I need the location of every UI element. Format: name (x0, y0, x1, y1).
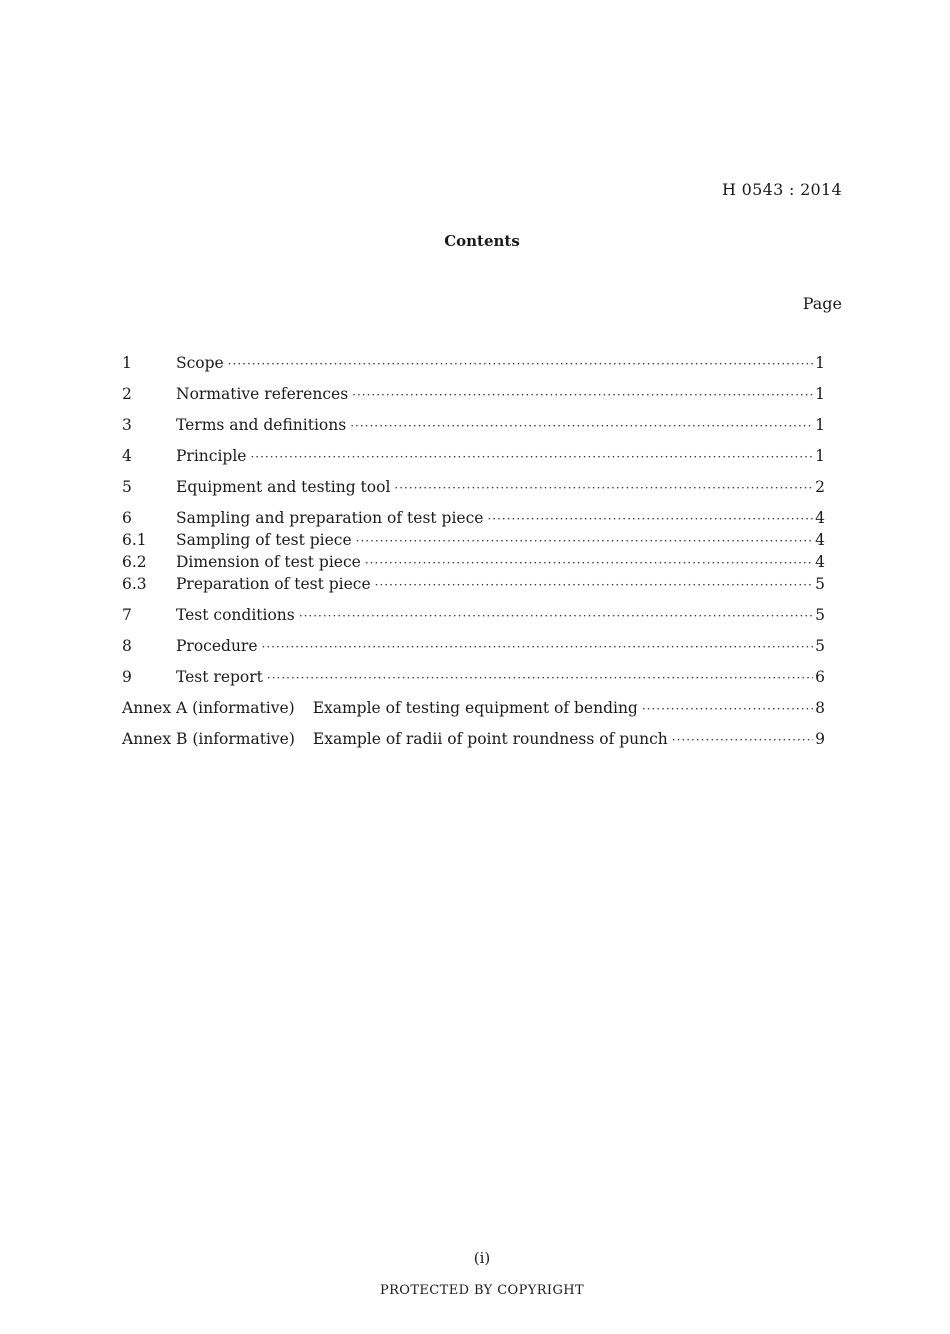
dot-leader (267, 667, 813, 689)
toc-entry-page: 1 (815, 354, 825, 372)
toc-subentry[interactable] (122, 573, 825, 595)
toc-entry-page: 1 (815, 447, 825, 465)
toc-entry[interactable] (122, 352, 825, 374)
toc-entry-page: 1 (815, 385, 825, 403)
toc-entry-page: 4 (815, 509, 825, 527)
toc-entry-number: 3 (122, 416, 132, 434)
toc-entry-title: Example of testing equipment of bending (312, 699, 638, 717)
toc-entry-number: 1 (122, 354, 132, 372)
toc-entry[interactable] (122, 666, 825, 688)
dot-leader (365, 552, 813, 574)
toc-entry-title: Dimension of test piece (176, 553, 361, 571)
toc-entry-title: Test conditions (176, 606, 295, 624)
dot-leader (299, 605, 813, 627)
toc-entry-title: Terms and definitions (176, 416, 347, 434)
toc-entry-title: Example of radii of point roundness of punch (312, 730, 668, 748)
toc-entry-page: 5 (815, 575, 825, 593)
toc-entry-page: 8 (815, 699, 825, 717)
toc-entry-number: 6 (122, 509, 132, 527)
toc-entry-page: 4 (815, 553, 825, 571)
dot-leader (352, 384, 813, 406)
copyright-notice: PROTECTED BY COPYRIGHT (379, 1283, 585, 1298)
toc-entry-title: Sampling and preparation of test piece (176, 509, 484, 527)
toc-entry-title: Equipment and testing tool (176, 478, 391, 496)
toc-entry-page: 5 (815, 606, 825, 624)
toc-entry-number: 6.2 (122, 553, 147, 571)
footer-page-number: (i) (473, 1249, 491, 1267)
toc-annex-entry[interactable] (122, 728, 825, 750)
toc-entry-number: 9 (122, 668, 132, 686)
toc-subentry[interactable] (122, 529, 825, 551)
toc-entry-page: 5 (815, 637, 825, 655)
toc-entry[interactable] (122, 383, 825, 405)
toc-entry-number: 8 (122, 637, 132, 655)
dot-leader (642, 698, 813, 720)
toc-entry-title: Scope (176, 354, 224, 372)
annex-label: Annex A (informative) (122, 699, 295, 717)
toc-entry-number: 5 (122, 478, 132, 496)
toc-entry-number: 6.1 (122, 531, 147, 549)
toc-entry-number: 6.3 (122, 575, 147, 593)
toc-entry-title: Preparation of test piece (176, 575, 371, 593)
toc-entry-title: Sampling of test piece (176, 531, 352, 549)
dot-leader (228, 353, 813, 375)
toc-entry-number: 7 (122, 606, 132, 624)
toc-annex-entry[interactable] (122, 697, 825, 719)
toc-entry-page: 9 (815, 730, 825, 748)
toc-subentry[interactable] (122, 551, 825, 573)
dot-leader (672, 729, 813, 751)
toc-entry-page: 4 (815, 531, 825, 549)
toc-entry[interactable] (122, 476, 825, 498)
toc-entry[interactable] (122, 414, 825, 436)
dot-leader (250, 446, 813, 468)
page-column-heading: Page (802, 294, 842, 313)
toc-entry[interactable] (122, 604, 825, 626)
dot-leader (375, 574, 813, 596)
dot-leader (262, 636, 814, 658)
toc-entry[interactable] (122, 445, 825, 467)
dot-leader (350, 415, 813, 437)
toc-entry-page: 2 (815, 478, 825, 496)
doc-code: H 0543 : 2014 (722, 180, 842, 199)
table-of-contents (122, 352, 825, 750)
toc-entry-title: Principle (176, 447, 247, 465)
toc-entry-title: Test report (176, 668, 263, 686)
toc-entry-title: Procedure (176, 637, 258, 655)
toc-entry[interactable] (122, 507, 825, 529)
dot-leader (487, 508, 813, 530)
toc-entry-page: 6 (815, 668, 825, 686)
toc-entry-number: 4 (122, 447, 132, 465)
page-title: Contents (444, 232, 520, 250)
annex-label: Annex B (informative) (122, 730, 295, 748)
toc-entry-title: Normative references (176, 385, 349, 403)
dot-leader (356, 530, 813, 552)
toc-entry-page: 1 (815, 416, 825, 434)
toc-entry-number: 2 (122, 385, 132, 403)
toc-entry[interactable] (122, 635, 825, 657)
dot-leader (394, 477, 813, 499)
